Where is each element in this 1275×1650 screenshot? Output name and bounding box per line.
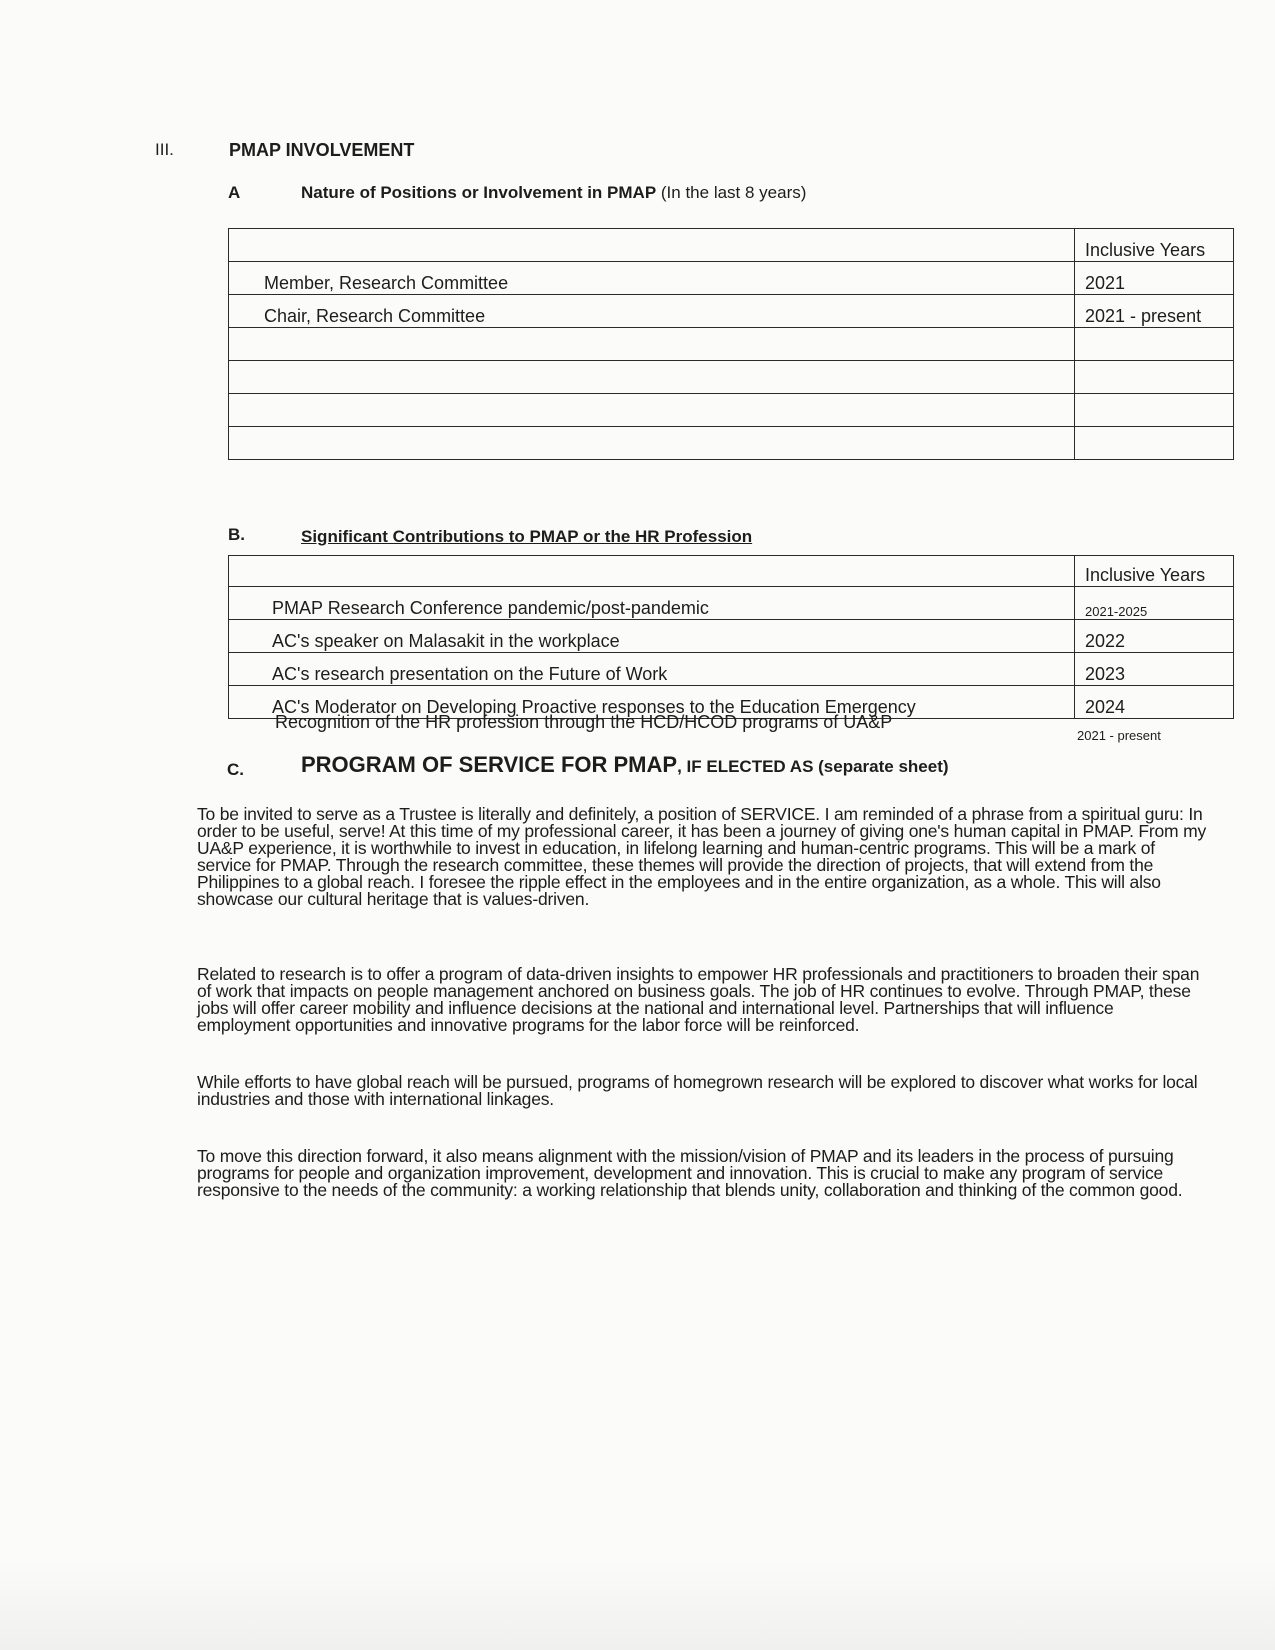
program-paragraph: To move this direction forward, it also means alignment with the mission/vision of PMAP and its leaders in the process of pursuing programs for people and organization improvement, development and innovation. This is crucial to make any program of service responsive to the needs of the community: a working relationship that blends unity, collaboration and thinking of the common good. bbox=[197, 1146, 1183, 1200]
section-number: III. bbox=[155, 140, 174, 159]
contribution-cell: AC's Moderator on Developing Proactive responses to the Education Emergency bbox=[229, 686, 1075, 719]
header-cell-years: Inclusive Years bbox=[1075, 556, 1234, 587]
subsection-c-title-sub: , IF ELECTED AS (separate sheet) bbox=[677, 757, 949, 776]
subsection-c-title bbox=[301, 752, 949, 778]
position-cell bbox=[229, 361, 1075, 394]
years-cell: 2023 bbox=[1075, 653, 1234, 686]
years-cell: 2021-2025 bbox=[1075, 587, 1234, 620]
table-row bbox=[229, 620, 1234, 653]
section-title: PMAP INVOLVEMENT bbox=[229, 140, 415, 160]
table-row bbox=[229, 295, 1234, 328]
table-row bbox=[229, 587, 1234, 620]
extra-contribution-text: Recognition of the HR profession through the HCD/HCOD programs of UA&P bbox=[275, 712, 893, 732]
subsection-b-title: Significant Contributions to PMAP or the HR Profession bbox=[301, 527, 753, 546]
contribution-cell: AC's research presentation on the Future of Work bbox=[229, 653, 1075, 686]
subsection-a-title-bold: Nature of Positions or Involvement in PMAP bbox=[301, 183, 657, 202]
years-cell: 2021 - present bbox=[1075, 295, 1234, 328]
positions-table bbox=[228, 228, 1234, 460]
extra-contribution-years: 2021 - present bbox=[1077, 728, 1161, 743]
scan-shadow bbox=[0, 1560, 1275, 1650]
years-cell bbox=[1075, 328, 1234, 361]
table-row bbox=[229, 394, 1234, 427]
contribution-cell: PMAP Research Conference pandemic/post-pandemic bbox=[229, 587, 1075, 620]
subsection-b-letter: B. bbox=[228, 525, 245, 544]
subsection-a-title bbox=[301, 183, 806, 203]
header-cell-contribution bbox=[229, 556, 1075, 587]
program-paragraph: To be invited to serve as a Trustee is literally and definitely, a position of SERVICE. I am reminded of a phrase from a spiritual guru: In order to be useful, serve! At this time of my professional career, it has been a journey of giving one's human capital in PMAP. From my UA&P experience, it is worthwhile to invest in education, in lifelong learning and human-centric programs. This will be a mark of service for PMAP. Through the research committee, these themes will provide the direction of projects, that will extend from the Philippines to a global reach. I foresee the ripple effect in the employees and in the entire organization, as a whole. This will also showcase our cultural heritage that is values-driven. bbox=[197, 804, 1207, 909]
contribution-cell: AC's speaker on Malasakit in the workplace bbox=[229, 620, 1075, 653]
position-cell bbox=[229, 394, 1075, 427]
header-cell-years: Inclusive Years bbox=[1075, 229, 1234, 262]
years-cell bbox=[1075, 427, 1234, 460]
years-cell: 2021 bbox=[1075, 262, 1234, 295]
subsection-a-title-note: (In the last 8 years) bbox=[656, 183, 807, 202]
table-row bbox=[229, 361, 1234, 394]
contributions-table bbox=[228, 555, 1234, 719]
program-paragraph: Related to research is to offer a program of data-driven insights to empower HR professionals and practitioners to broaden their span of work that impacts on people management anchored on business goals. The job of HR continues to evolve. Through PMAP, these jobs will offer career mobility and influence decisions at the national and international level. Partnerships that will influence employment opportunities and innovative programs for the labor force will be reinforced. bbox=[197, 964, 1200, 1035]
table-header-row bbox=[229, 229, 1234, 262]
subsection-a-letter: A bbox=[228, 183, 241, 202]
years-cell bbox=[1075, 394, 1234, 427]
table-row bbox=[229, 262, 1234, 295]
years-cell: 2022 bbox=[1075, 620, 1234, 653]
table-row bbox=[229, 427, 1234, 460]
header-cell-position bbox=[229, 229, 1075, 262]
program-paragraph: While efforts to have global reach will be pursued, programs of homegrown research will be explored to discover what works for local industries and those with international linkages. bbox=[197, 1072, 1198, 1109]
table-row bbox=[229, 328, 1234, 361]
position-cell: Chair, Research Committee bbox=[229, 295, 1075, 328]
years-cell bbox=[1075, 361, 1234, 394]
subsection-c-title-main: PROGRAM OF SERVICE FOR PMAP bbox=[301, 752, 678, 777]
position-cell bbox=[229, 427, 1075, 460]
position-cell: Member, Research Committee bbox=[229, 262, 1075, 295]
years-cell: 2024 bbox=[1075, 686, 1234, 719]
table-header-row bbox=[229, 556, 1234, 587]
table-row bbox=[229, 653, 1234, 686]
position-cell bbox=[229, 328, 1075, 361]
subsection-c-letter: C. bbox=[227, 760, 244, 779]
